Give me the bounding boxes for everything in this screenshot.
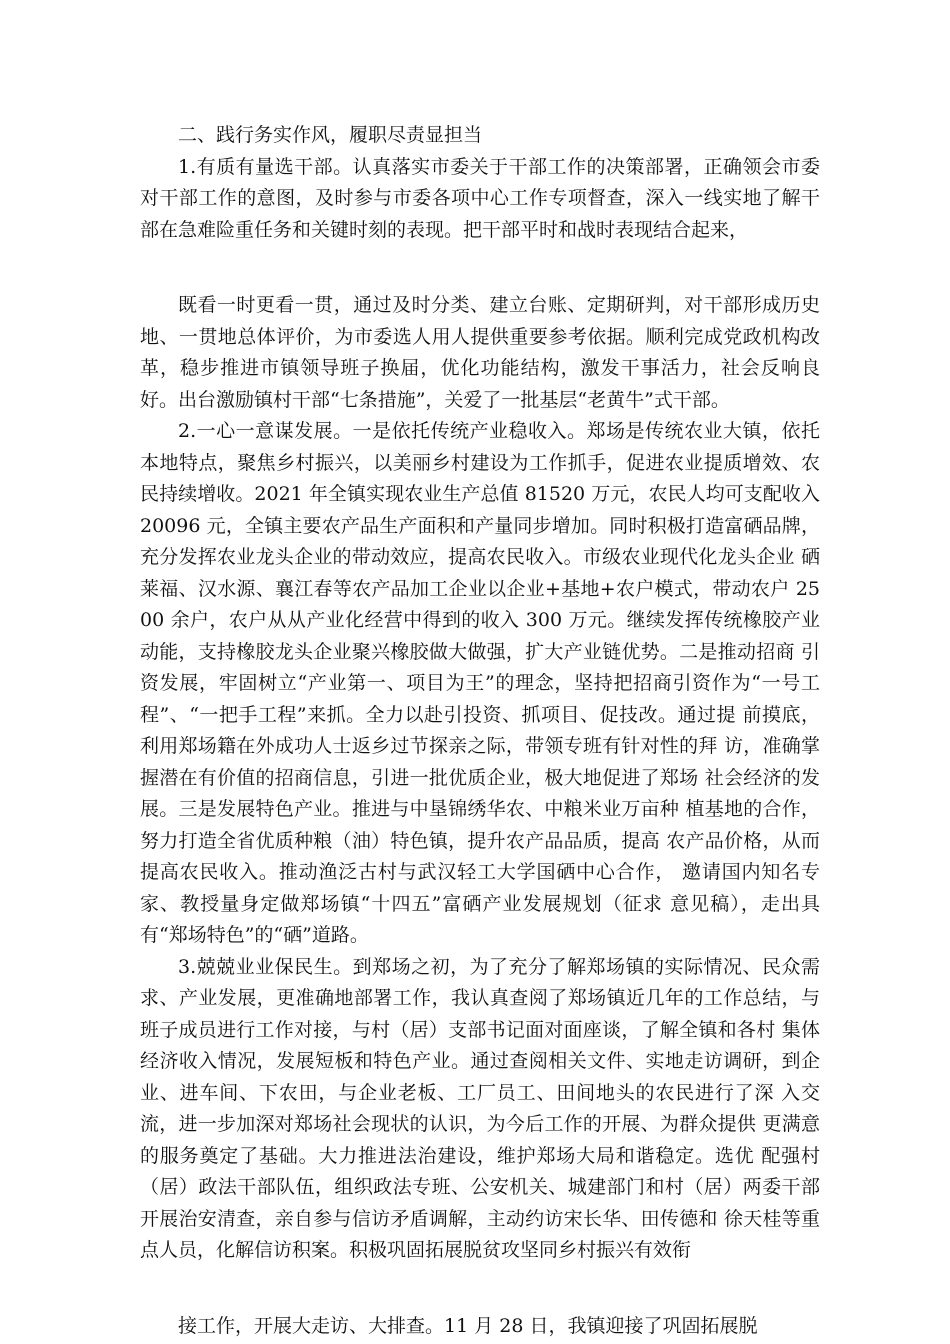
page-break-gap [140, 246, 820, 290]
paragraph-livelihood: 3.兢兢业业保民生。到郑场之初，为了充分了解郑场镇的实际情况、民众需求、产业发展，更准确地部署工作，我认真查阅了郑场镇近几年的工作总结，与班子成员进行工作对接，与村（居）支部书记面对面座谈，了解全镇和各村 集体经济收入情况，发展短板和特色产业。通过查阅相关文件、实地走访调研，到企业、进车间、下农田，与企业老板、工厂员工、田间地头的农民进行了深 入交流，进一步加深对郑场社会现状的认识，为今后工作的开展、为群众提供 更满意的服务奠定了基础。大力推进法治建设，维护郑场大局和谐稳定。选优 配强村（居）政法干部队伍，组织政法专班、公安机关、城建部门和村（居）两委干部开展治安清查，亲自参与信访矛盾调解，主动约访宋长华、田传德和 徐天桂等重点人员，化解信访积案。积极巩固拓展脱贫攻坚同乡村振兴有效衔 [140, 955, 820, 1261]
document-body [140, 120, 820, 1342]
paragraph-cadre-selection: 1.有质有量选干部。认真落实市委关于干部工作的决策部署，正确领会市委对干部工作的意图，及时参与市委各项中心工作专项督查，深入一线实地了解干部在急难险重任务和关键时刻的表现。把干部平时和战时表现结合起来， [140, 155, 820, 241]
paragraph-development: 2.一心一意谋发展。一是依托传统产业稳收入。郑场是传统农业大镇，依托本地特点，聚焦乡村振兴，以美丽乡村建设为工作抓手，促进农业提质增效、农民持续增收。2021 年全镇实现农业生产总值 81520 万元，农民人均可支配收入 20096 元，全镇主要农产品生产面积和产量同步增加。同时积极打造富硒品牌，充分发挥农业龙头企业的带动效应，提高农民收入。市级农业现代化龙头企业 硒莱福、汉水源、襄江春等农产品加工企业以企业+基地+农户模式，带动农户 2500 余户，农户从从产业化经营中得到的收入 300 万元。继续发挥传统橡胶产业动能，支持橡胶龙头企业聚兴橡胶做大做强，扩大产业链优势。二是推动招商 引资发展，牢固树立“产业第一、项目为王”的理念，坚持把招商引资作为“一号工程”、“一把手工程”来抓。全力以赴引投资、抓项目、促技改。通过提 前摸底，利用郑场籍在外成功人士返乡过节探亲之际，带领专班有针对性的拜 访，准确掌握潜在有价值的招商信息，引进一批优质企业，极大地促进了郑场 社会经济的发展。三是发展特色产业。推进与中垦锦绣华农、中粮米业万亩种 植基地的合作，努力打造全省优质种粮（油）特色镇，提升农产品品质，提高 农产品价格，从而提高农民收入。推动渔泛古村与武汉轻工大学国硒中心合作， 邀请国内知名专家、教授量身定做郑场镇“十四五”富硒产业发展规划（征求 意见稿），走出具有“郑场特色”的“硒”道路。 [140, 420, 820, 946]
section-heading: 二、践行务实作风，履职尽责显担当 [178, 124, 483, 146]
paragraph-cadre-evaluation: 既看一时更看一贯，通过及时分类、建立台账、定期研判，对干部形成历史地、一贯地总体评价，为市委选人用人提供重要参考依据。顺利完成党政机构改革，稳步推进市镇领导班子换届，优化功能结构，激发干事活力，社会反响良好。出台激励镇村干部“七条措施”，关爱了一批基层“老黄牛”式干部。 [140, 294, 820, 411]
page-break-gap [140, 1267, 820, 1311]
paragraph-continuation: 接工作，开展大走访、大排查。11 月 28 日，我镇迎接了巩固拓展脱 [178, 1314, 758, 1337]
